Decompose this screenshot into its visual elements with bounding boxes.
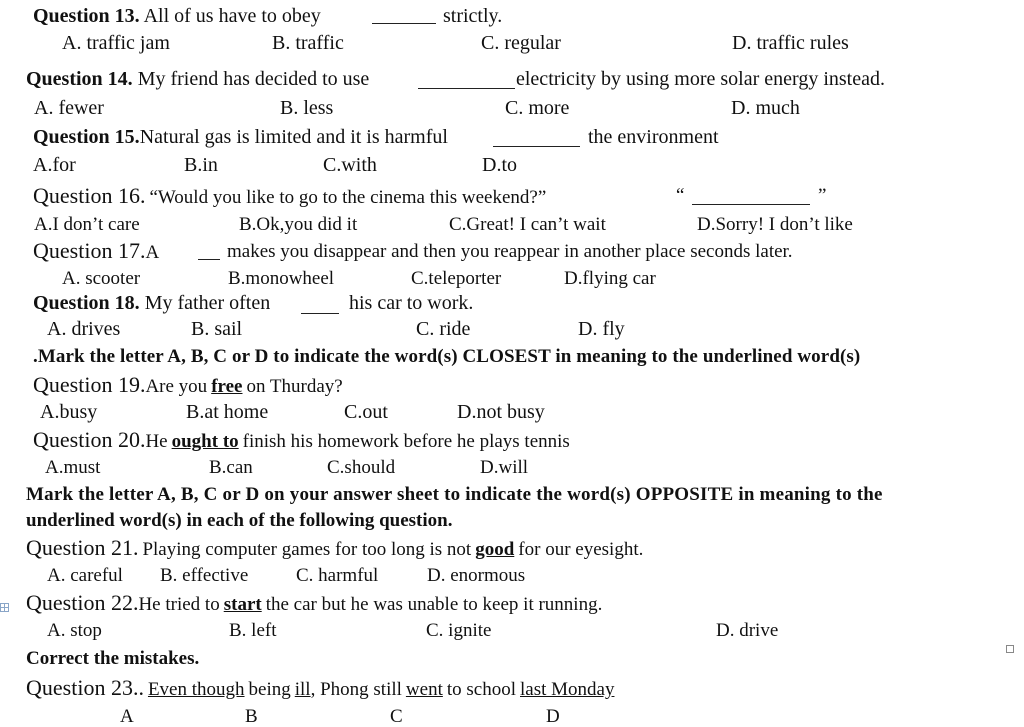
question-23-word-school: to school [446, 679, 516, 700]
question-17-stem-a: A [145, 242, 160, 263]
instruction-opposite-line-2: underlined word(s) in each of the following question. [26, 510, 453, 531]
question-16-text [33, 185, 546, 207]
q13-option-b: B. traffic [272, 32, 344, 54]
question-19-stem-a: Are you [145, 376, 208, 397]
question-19-label: Question 19. [33, 372, 146, 397]
question-14-text [26, 69, 369, 89]
question-16-stem: “Would you like to go to the cinema this weekend?” [149, 187, 547, 208]
question-18-stem-b: his car to work. [349, 292, 474, 314]
q20-option-b: B.can [209, 457, 253, 478]
q21-option-a: A. careful [47, 565, 123, 586]
q22-option-c: C. ignite [426, 620, 492, 641]
question-14-label: Question 14. [26, 68, 133, 90]
question-19-text [33, 374, 343, 396]
question-15-text [33, 127, 448, 147]
question-21-label: Question 21. [26, 535, 139, 560]
q17-option-c: C.teleporter [411, 268, 502, 289]
question-15-label: Question 15. [33, 126, 140, 148]
q17-option-d: D.flying car [564, 268, 656, 289]
q22-option-d: D. drive [716, 620, 779, 641]
question-13-blank [372, 23, 436, 24]
q20-option-c: C.should [327, 457, 396, 478]
q16-option-d: D.Sorry! I don’t like [697, 214, 853, 235]
q15-option-b: B.in [184, 154, 218, 176]
question-19-stem-b: on Thurday? [246, 376, 343, 397]
q17-option-b: B.monowheel [228, 268, 335, 289]
question-19-underlined-word: free [211, 376, 243, 397]
table-move-handle-icon[interactable] [0, 603, 9, 612]
question-13-text [33, 6, 321, 26]
q21-option-d: D. enormous [427, 565, 526, 586]
question-20-stem-a: He [145, 431, 168, 452]
q19-option-a: A.busy [40, 401, 98, 423]
question-15-stem-b: the environment [588, 126, 719, 148]
question-20-text [33, 429, 570, 451]
q22-option-b: B. left [229, 620, 277, 641]
question-18-blank [301, 313, 339, 314]
question-16-open-quote: “ [676, 185, 685, 206]
square-marker-icon [1006, 645, 1014, 653]
question-17-blank [198, 259, 220, 260]
question-17-label: Question 17. [33, 238, 146, 263]
question-21-stem-a: Playing computer games for too long is not [142, 539, 472, 560]
question-22-text [26, 592, 602, 614]
q13-option-a: A. traffic jam [62, 32, 170, 54]
question-20-label: Question 20. [33, 427, 146, 452]
question-16-label: Question 16. [33, 183, 146, 208]
question-14-blank [418, 88, 515, 89]
q18-option-d: D. fly [578, 318, 625, 340]
question-22-underlined-word: start [223, 594, 262, 615]
question-15-stem-a: Natural gas is limited and it is harmful [139, 126, 448, 148]
q15-option-d: D.to [482, 154, 517, 176]
question-20-underlined-word: ought to [171, 431, 239, 452]
q18-option-b: B. sail [191, 318, 243, 340]
question-21-underlined-word: good [475, 539, 515, 560]
q16-option-a: A.I don’t care [34, 214, 140, 235]
q20-option-a: A.must [45, 457, 101, 478]
q19-option-c: C.out [344, 401, 388, 423]
q14-option-c: C. more [505, 97, 570, 119]
q18-option-a: A. drives [47, 318, 121, 340]
instruction-opposite-line-1: Mark the letter A, B, C or D on your answer sheet to indicate the word(s) OPPOSITE in meaning to the [26, 484, 883, 505]
q23-marker-d: D [546, 706, 560, 727]
question-22-stem-b: the car but he was unable to keep it running. [265, 594, 603, 615]
question-16-close-quote: ” [818, 185, 827, 206]
question-23-text [26, 677, 614, 699]
question-13-label: Question 13. [33, 5, 140, 27]
q16-option-c: C.Great! I can’t wait [449, 214, 606, 235]
q23-marker-a: A [120, 706, 134, 727]
q13-option-c: C. regular [481, 32, 561, 54]
q20-option-d: D.will [480, 457, 529, 478]
q21-option-b: B. effective [160, 565, 249, 586]
q15-option-c: C.with [323, 154, 377, 176]
question-23-part-c: went [405, 679, 443, 700]
question-13-stem-a: All of us have to obey [143, 5, 321, 27]
question-18-label: Question 18. [33, 292, 140, 314]
question-16-blank [692, 204, 810, 205]
q19-option-b: B.at home [186, 401, 269, 423]
instruction-correct-mistakes: Correct the mistakes. [26, 648, 200, 669]
question-20-stem-b: finish his homework before he plays tennis [242, 431, 570, 452]
question-17-stem-b: makes you disappear and then you reappear in another place seconds later. [227, 241, 793, 262]
q21-option-c: C. harmful [296, 565, 379, 586]
question-21-text [26, 537, 643, 559]
question-23-part-b: ill [294, 679, 311, 700]
question-23-word-being: being [248, 679, 291, 700]
question-13-stem-b: strictly. [443, 5, 503, 27]
instruction-closest-meaning: .Mark the letter A, B, C or D to indicate the word(s) CLOSEST in meaning to the underlined word(s) [33, 346, 861, 367]
question-23-label: Question 23.. [26, 675, 144, 700]
q23-marker-c: C [390, 706, 403, 727]
question-18-stem-a: My father often [144, 292, 271, 314]
question-18-text [33, 293, 270, 313]
q14-option-a: A. fewer [34, 97, 104, 119]
question-23-part-a: Even though [147, 679, 245, 700]
q16-option-b: B.Ok,you did it [239, 214, 358, 235]
question-14-stem-a: My friend has decided to use [137, 68, 370, 90]
question-17-text [33, 240, 159, 262]
q14-option-d: D. much [731, 97, 800, 119]
question-23-word-phong: , Phong still [310, 679, 402, 700]
q22-option-a: A. stop [47, 620, 102, 641]
q14-option-b: B. less [280, 97, 334, 119]
question-15-blank [493, 146, 580, 147]
question-14-stem-b: electricity by using more solar energy instead. [516, 68, 885, 90]
q18-option-c: C. ride [416, 318, 471, 340]
q17-option-a: A. scooter [62, 268, 141, 289]
q13-option-d: D. traffic rules [732, 32, 849, 54]
q23-marker-b: B [245, 706, 258, 727]
question-23-part-d: last Monday [520, 679, 615, 700]
q15-option-a: A.for [33, 154, 76, 176]
question-21-stem-b: for our eyesight. [518, 539, 644, 560]
question-22-label: Question 22. [26, 590, 139, 615]
q19-option-d: D.not busy [457, 401, 545, 423]
question-22-stem-a: He tried to [138, 594, 220, 615]
